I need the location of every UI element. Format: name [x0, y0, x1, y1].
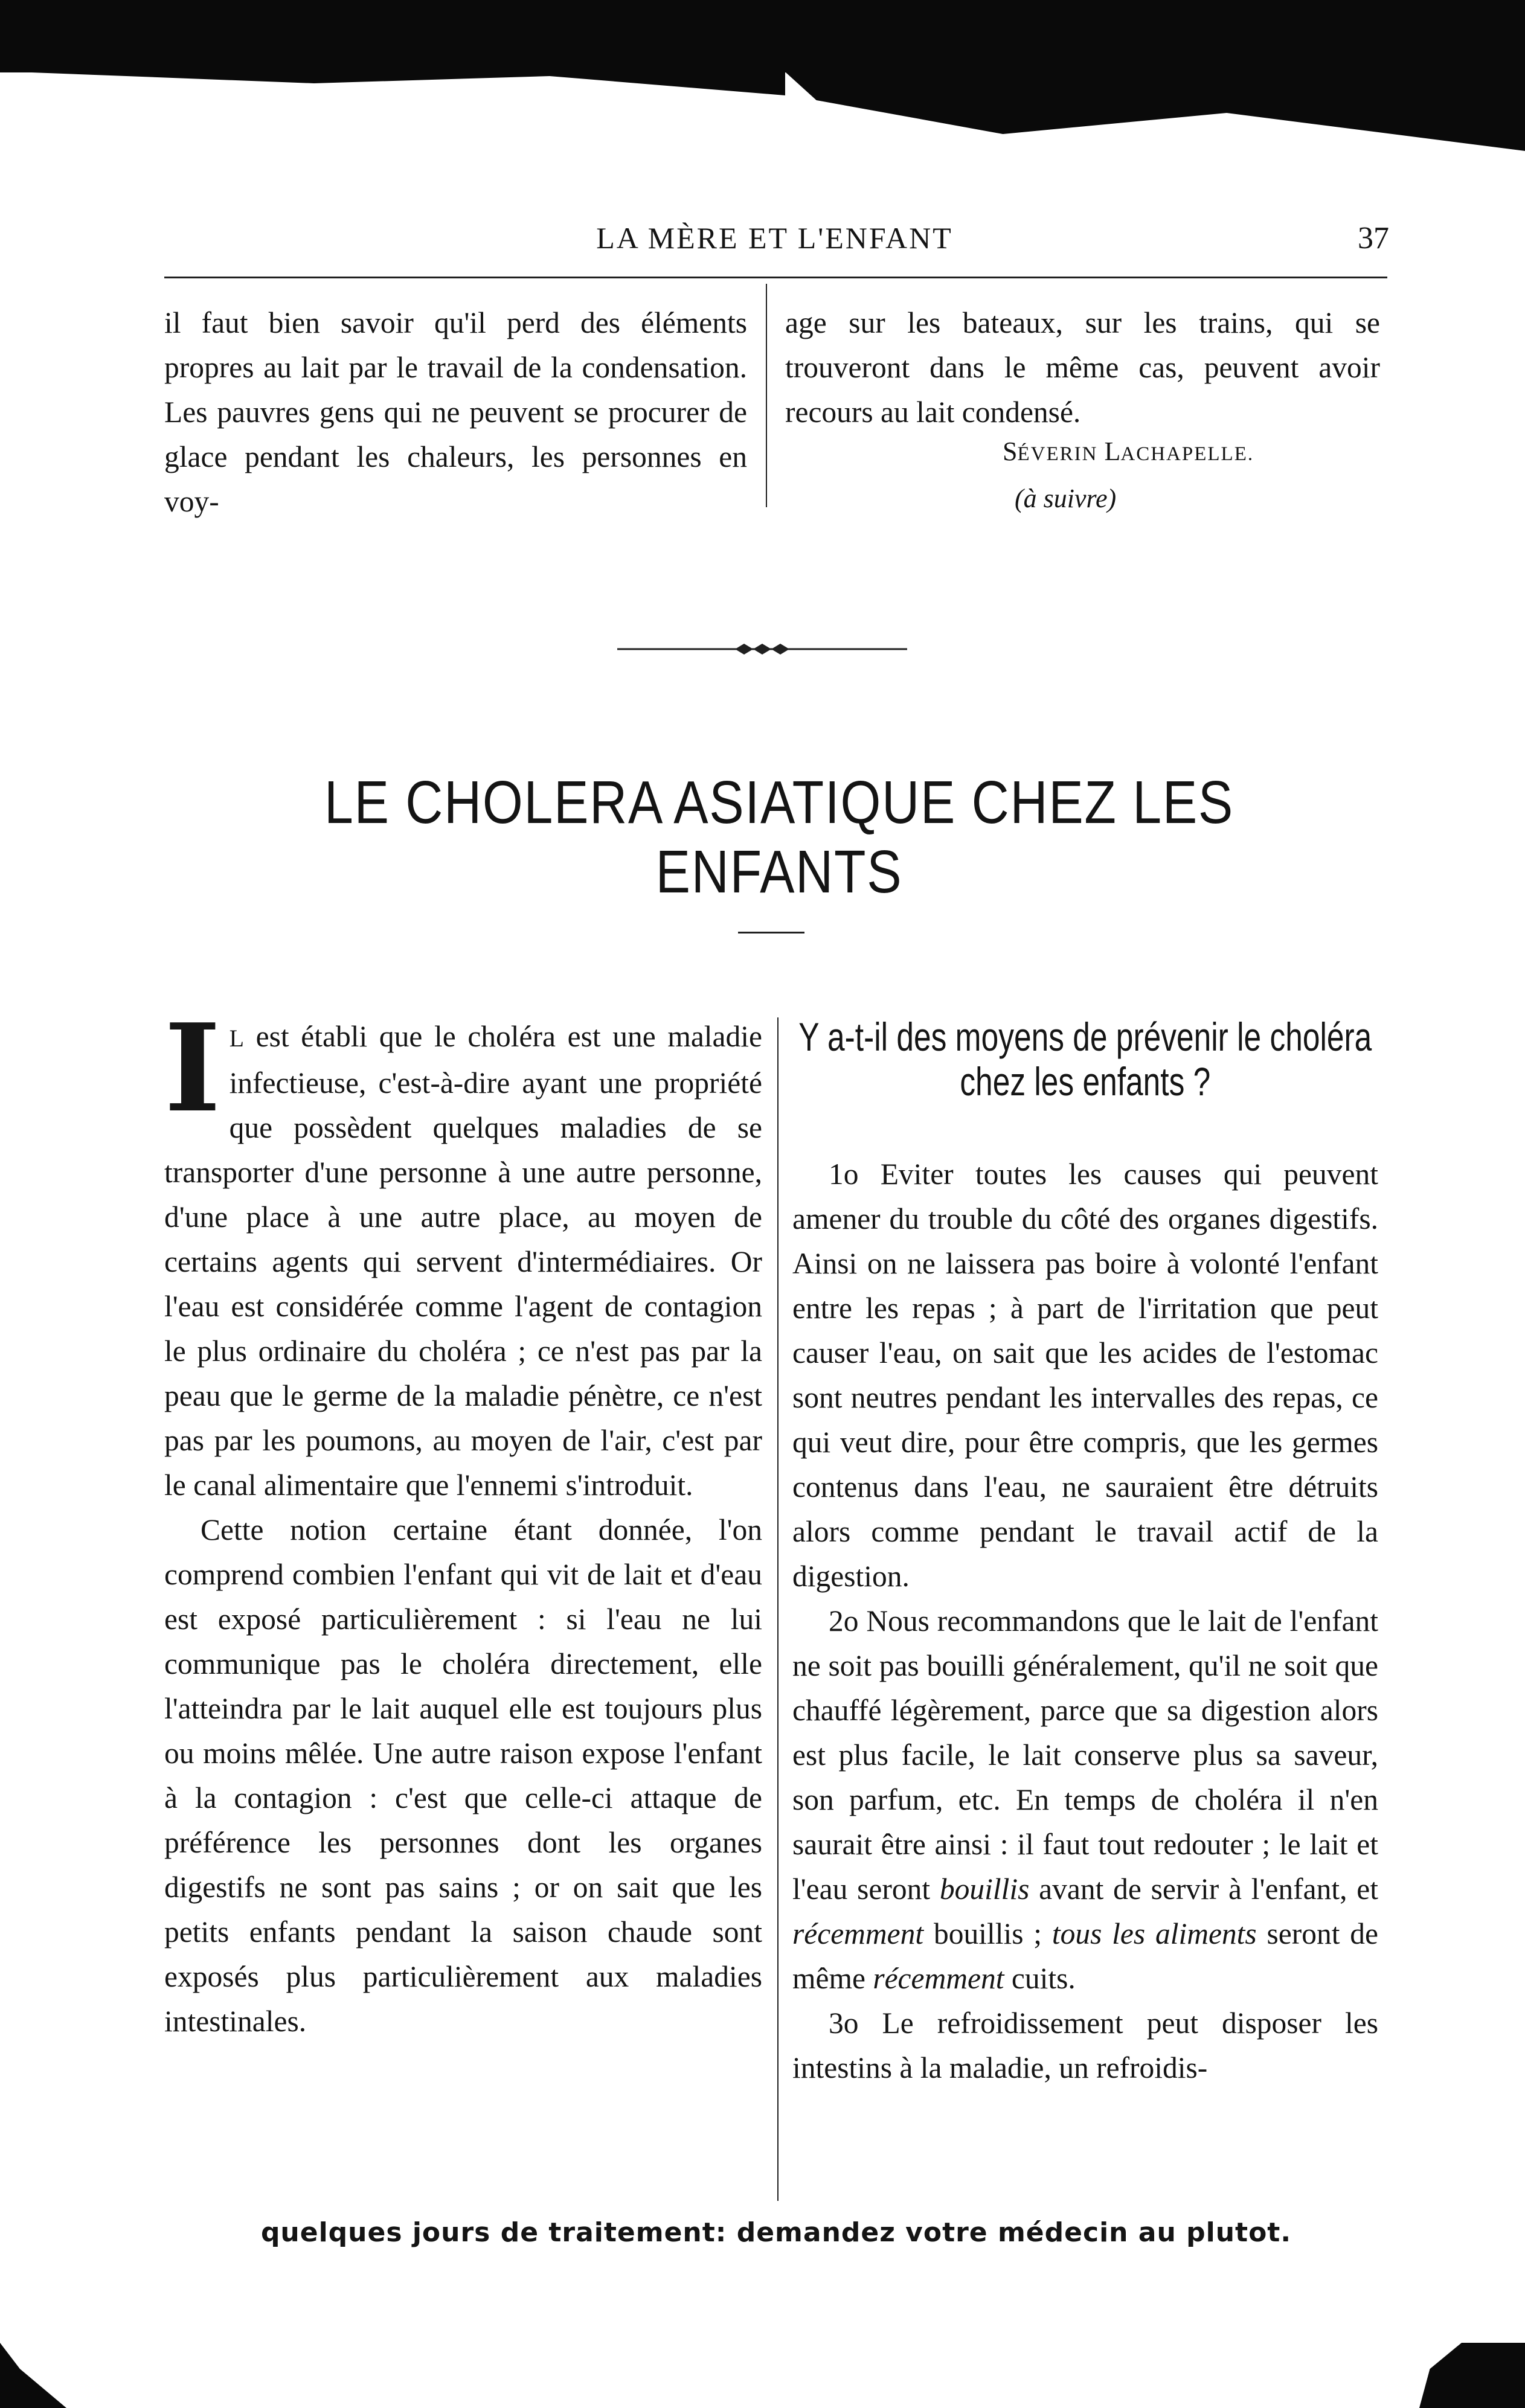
- top-right-text: age sur les bateaux, sur les trains, qui se trouveront dans le même cas, peuvent avoir recours au lait condensé.: [785, 306, 1380, 429]
- torn-bottom-left: [0, 2343, 66, 2408]
- torn-top-edge-left: [0, 66, 785, 115]
- main-left-column: [164, 997, 762, 2044]
- torn-top-edge-right: [779, 66, 1525, 151]
- main-right-column: [792, 1014, 1378, 2090]
- running-header: [160, 220, 1389, 264]
- title-rule: [738, 932, 804, 933]
- top-left-text: il faut bien savoir qu'il perd des éléments propres au lait par le travail de la condensation. Les pauvres gens qui ne peuvent se procurer de glace pendant les chaleurs, les personnes en voy-: [164, 306, 747, 518]
- paragraph-1: I L est établi que le choléra est une maladie infectieuse, c'est-à-dire ayant une propriété que possèdent quelques maladies de se transporter d'une personne à une autre personne, d'une place à une autre place, au moyen de certains agents qui servent d'intermédiaires. Or l'eau est considérée comme l'agent de contagion le plus ordinaire du choléra ; ce n'est pas par la peau que le germe de la maladie pénètre, ce n'est pas par les poumons, au moyen de l'air, c'est par le canal alimentaire que l'ennemi s'introduit.: [164, 997, 762, 1502]
- article-title: LE CHOLERA ASIATIQUE CHEZ LES ENFANTS: [324, 769, 1234, 906]
- header-rule: [164, 277, 1387, 278]
- drop-cap: I: [164, 997, 221, 1139]
- point-3: 3o Le refroidissement peut disposer les intestins à la maladie, un refroidis-: [792, 2006, 1378, 2084]
- page-number: 37: [1358, 221, 1389, 255]
- top-right-column: [785, 301, 1380, 435]
- point-1: 1o Eviter toutes les causes qui peuvent amener du trouble du côté des organes digestifs. Ainsi on ne laissera pas boire à volonté l'enfant entre les repas ; à part de l'irritation que peut causer l'eau, on sait que les acides de l'estomac sont neutres pendant les intervalles des repas, ce qui veut dire, pour être compris, que les germes contenus dans l'eau, ne sauraient être détruits alors comme pendant le travail actif de la digestion.: [792, 1158, 1378, 1593]
- paragraph-2: Cette notion certaine étant donnée, l'on comprend combien l'enfant qui vit de lait et d'eau est exposé particulièrement : si l'eau ne lui communique pas le choléra directement, elle l'atteindra par le lait auquel elle est toujours plus ou moins mêlée. Une autre raison expose l'enfant à la contagion : c'est que celle-ci attaque de préférence les personnes dont les organes digestifs ne sont pas sains ; or on sait que les petits enfants pendant la saison chaude sont exposés plus particulièrement aux maladies intestinales.: [164, 1513, 762, 2038]
- running-title: LA MÈRE ET L'ENFANT: [596, 221, 953, 255]
- author-signature: SÉVERIN LACHAPELLE.: [1003, 437, 1254, 466]
- ornament-divider: [611, 640, 913, 658]
- torn-bottom-right: [1419, 2343, 1525, 2408]
- main-column-divider: [777, 1017, 779, 2201]
- footer-advert: quelques jours de traitement: demandez votre médecin au plutot.: [260, 2217, 1292, 2248]
- point-2: 2o Nous recommandons que le lait de l'enfant ne soit pas bouilli généralement, qu'il ne soit que chauffé légèrement, parce que sa digestion alors est plus facile, le lait conserve plus sa saveur, son parfum, etc. En temps de choléra il n'en saurait être ainsi : il faut tout redouter ; le lait et l'eau seront bouillis avant de servir à l'enfant, et récemment bouillis ; tous les aliments seront de même récemment cuits.: [792, 1604, 1378, 1995]
- to-be-continued: (à suivre): [1015, 484, 1117, 513]
- top-column-divider: [766, 284, 767, 507]
- torn-top-edge: [0, 0, 1525, 72]
- question-heading: Y a-t-il des moyens de prévenir le choléra chez les enfants ?: [798, 1014, 1372, 1104]
- top-left-column: [164, 301, 747, 524]
